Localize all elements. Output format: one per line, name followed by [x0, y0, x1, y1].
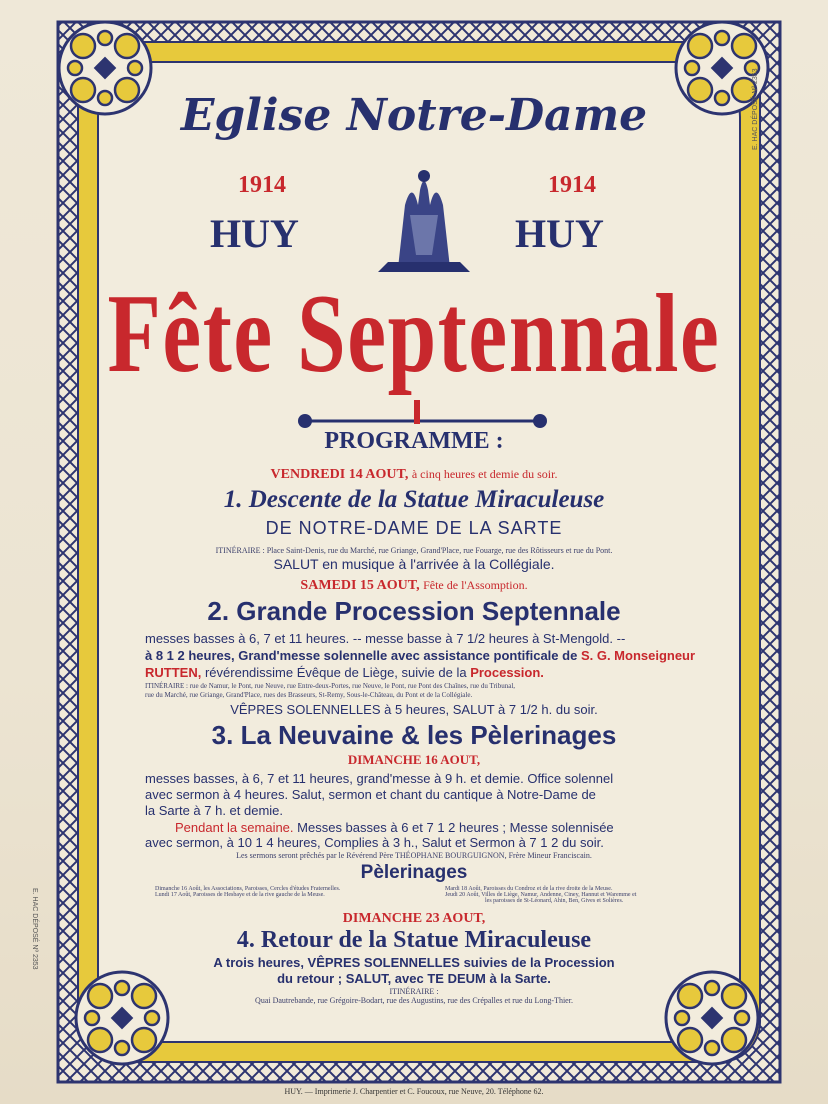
day2-line — [0, 578, 828, 594]
item2-itinerary-2: rue du Marché, rue Griange, Grand'Place, rues des Brasseurs, St-Remy, Sous-le-Château, du Pont et de la Collégiale. — [145, 691, 473, 699]
item3-line1: messes basses, à 6, 7 et 11 heures, grand'messe à 9 h. et demie. Office solennel — [145, 771, 614, 786]
pelerinages-right — [445, 886, 705, 904]
item2-line2b: S. G. Monseigneur — [580, 648, 696, 663]
stamp-left: E. HAC DÉPOSÉ Nº 2353 — [31, 888, 38, 970]
day2-date: SAMEDI 15 AOUT, — [300, 578, 420, 593]
item4-line2 — [0, 971, 828, 986]
item4-line1-text: A trois heures, VÊPRES SOLENNELLES suivies de la Procession — [213, 955, 615, 970]
item2-line2 — [145, 648, 705, 663]
pelerinages-title: Pèlerinages — [360, 862, 468, 883]
year-left: 1914 — [238, 172, 286, 198]
pelerinage-left-1: Dimanche 16 Août, les Associations, Paroisses, Cercles d'études Fraternelles. — [155, 886, 341, 892]
item4-title: 4. Retour de la Statue Miraculeuse — [236, 927, 592, 953]
item3-week-label: Pendant la semaine. — [175, 820, 294, 835]
item1-salut: SALUT en musique à l'arrivée à la Collégiale. — [273, 556, 555, 572]
main-title — [0, 270, 828, 399]
day1-line — [0, 467, 828, 483]
stamp-right: E. HAC DÉPOSÉ Nº 2353 — [752, 68, 759, 150]
item3-line2: avec sermon à 4 heures. Salut, sermon et chant du cantique à Notre-Dame de — [145, 787, 596, 802]
programme-label: PROGRAMME : — [324, 428, 504, 454]
pelerinage-right-1: Mardi 18 Août, Paroisses du Condroz et de la rive droite de la Meuse. — [445, 886, 613, 892]
item3-date: DIMANCHE 16 AOUT, — [347, 752, 481, 767]
item1-subtitle: DE NOTRE-DAME DE LA SARTE — [265, 518, 563, 538]
day4-date: DIMANCHE 23 AOUT, — [342, 911, 486, 926]
pelerinage-right-3: les paroisses de St-Léonard, Ahin, Ben, Gives et Solières. — [485, 898, 624, 904]
item2-vepres: VÊPRES SOLENNELLES à 5 heures, SALUT à 7 1/2 h. du soir. — [230, 702, 598, 717]
pelerinage-right-2: Jeudi 20 Août, Villes de Liège, Namur, Andenne, Ciney, Hannut et Waremme et — [445, 892, 637, 898]
town-right: HUY — [515, 211, 604, 256]
item4-line2-text: du retour ; SALUT, avec TE DEUM à la Sarte. — [277, 971, 551, 986]
town-left: HUY — [210, 211, 299, 256]
printer-footer: HUY. — Imprimerie J. Charpentier et C. Foucoux, rue Neuve, 20. Téléphone 62. — [284, 1087, 544, 1096]
item1-title: 1. Descente de la Statue Miraculeuse — [223, 486, 605, 513]
pelerinage-left-2: Lundi 17 Août, Paroisses de Hesbaye et de la rive gauche de la Meuse. — [155, 892, 325, 898]
item2-line3c: Procession. — [470, 665, 544, 680]
item2-line3b: révérendissime Évêque de Liège, suivie de la — [204, 665, 467, 680]
day1-date: VENDREDI 14 AOUT, — [270, 467, 409, 482]
pelerinages-left — [155, 886, 415, 898]
day2-feast: Fête de l'Assomption. — [423, 578, 528, 592]
main-title-text: Fête Septennale — [107, 272, 721, 396]
item3-week-line2: avec sermon, à 10 1 4 heures, Complies à 3 h., Salut et Sermon à 7 1 2 du soir. — [145, 835, 604, 850]
item4-itinerary-label: ITINÉRAIRE : — [389, 987, 439, 996]
item2-itinerary-1: ITINÉRAIRE : rue de Namur, le Pont, rue Neuve, rue Entre-deux-Portes, rue Neuve, le Pont, rue Pont des Chaînes, rue du Tribunal, — [145, 682, 516, 690]
item3-preacher: Les sermons seront prêchés par le Révérend Père THÉOPHANE BOURGUIGNON, Frère Mineur Franciscain. — [236, 851, 592, 860]
church-name: Eglise Notre-Dame — [180, 90, 648, 141]
day1-time: à cinq heures et demie du soir. — [411, 467, 558, 481]
item3-line3: la Sarte à 7 h. et demie. — [145, 803, 284, 818]
item2-line3a: RUTTEN, — [145, 665, 202, 680]
item3-title: 3. La Neuvaine & les Pèlerinages — [211, 720, 617, 750]
item4-itinerary: Quai Dautrebande, rue Grégoire-Bodart, rue des Augustins, rue des Crépalles et rue du Long-Thier. — [255, 996, 573, 1005]
item1-itinerary: ITINÉRAIRE : Place Saint-Denis, rue du Marché, rue Griange, Grand'Place, rue Fouarge, rue des Rôtisseurs et rue du Pont. — [215, 546, 613, 555]
item3-week-text1: Messes basses à 6 et 7 1 2 heures ; Messe solennisée — [297, 820, 614, 835]
item2-line2a: à 8 1 2 heures, Grand'messe solennelle avec assistance pontificale de — [145, 648, 578, 663]
item4-line1 — [0, 955, 828, 970]
year-right: 1914 — [548, 172, 596, 198]
item2-line3 — [145, 665, 705, 680]
item3-week-line1 — [175, 820, 735, 835]
item2-title: 2. Grande Procession Septennale — [207, 596, 621, 626]
item2-line1: messes basses à 6, 7 et 11 heures. -- messe basse à 7 1/2 heures à St-Mengold. -- — [145, 631, 626, 646]
